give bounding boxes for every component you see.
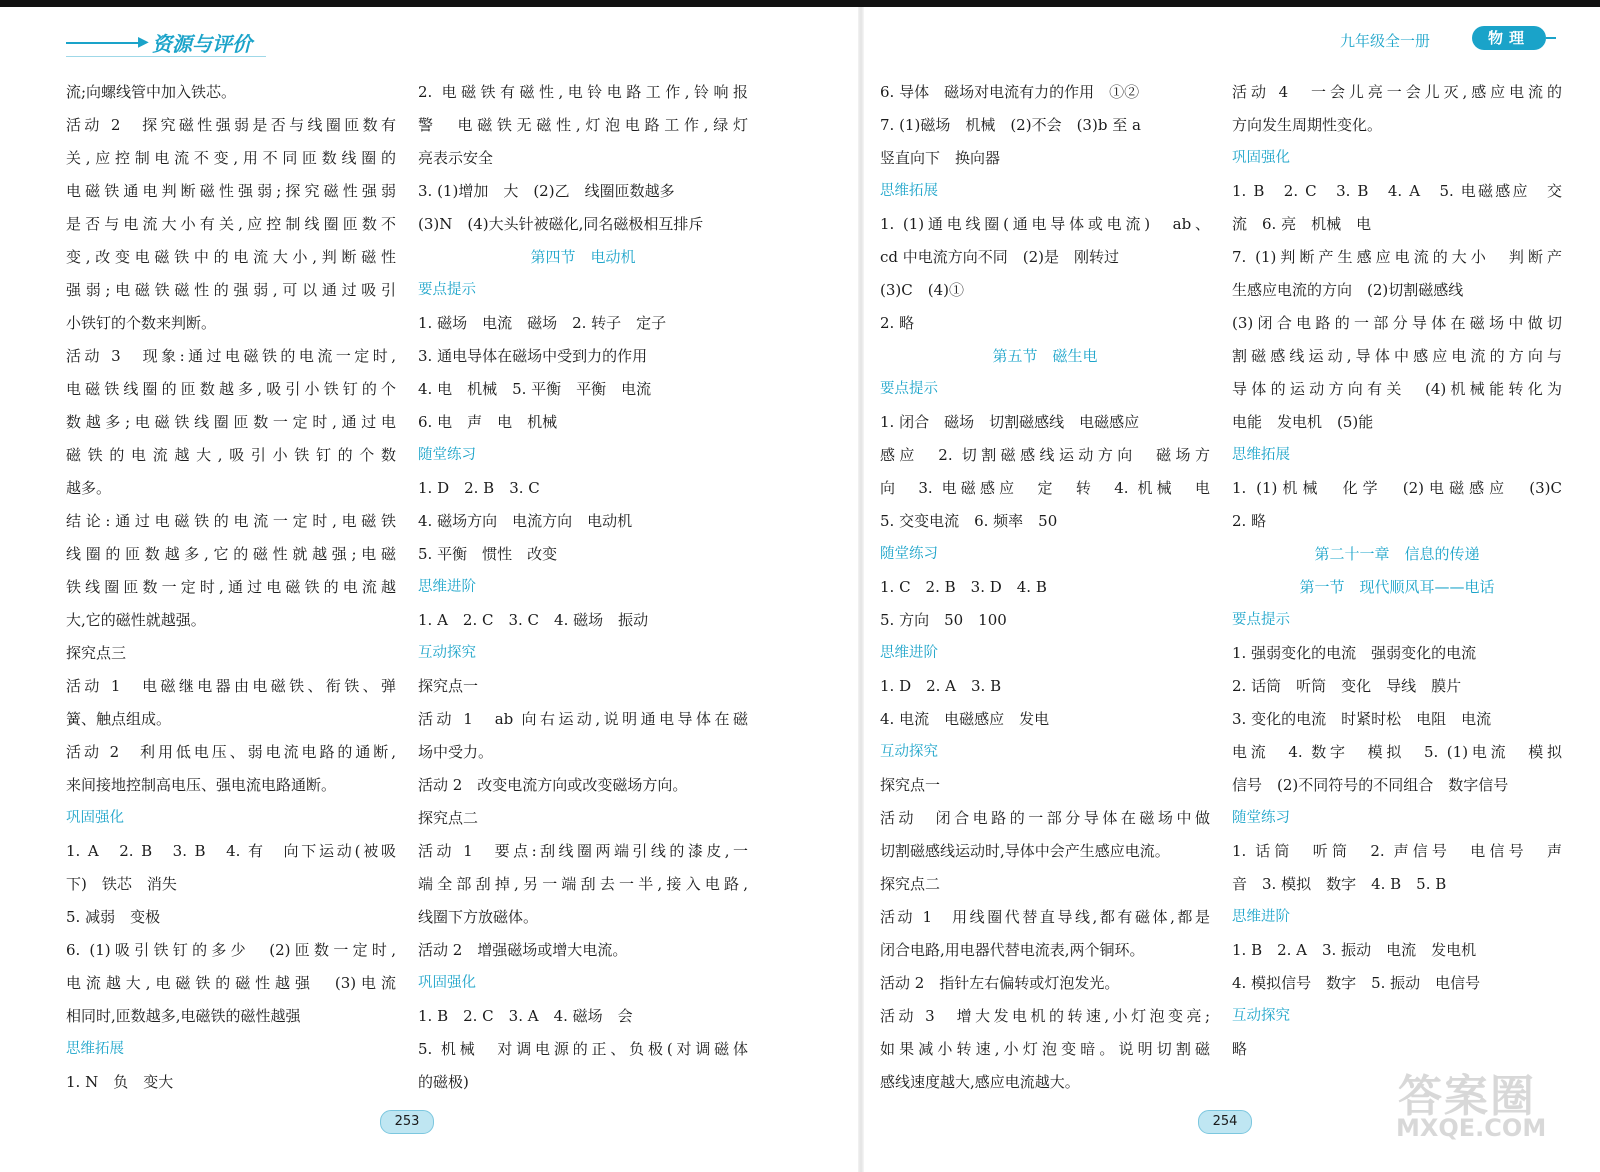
column-4 xyxy=(1232,76,1562,1066)
chapter-title: 第一节 现代顺风耳——电话 xyxy=(1299,578,1495,596)
text-line: 来间接地控制高电压、强电流电路通断。 xyxy=(66,776,337,794)
text-line: 2. 电磁铁有磁性,电铃电路工作,铃响报 xyxy=(418,83,748,101)
text-line: 方向发生周期性变化。 xyxy=(1232,116,1383,134)
subject-rule xyxy=(1546,37,1556,39)
text-line: 3. (1)增加 大 (2)乙 线圈匝数越多 xyxy=(418,182,675,200)
text-line: 7. (1)判断产生感应电流的大小 判断产 xyxy=(1232,248,1562,266)
text-line: 割磁感线运动,导体中感应电流的方向与 xyxy=(1232,347,1562,365)
text-line: 探究点一 xyxy=(880,776,941,794)
text-line: 电流越大,电磁铁的磁性越强 (3)电流 xyxy=(66,974,396,992)
chapter-title: 第二十一章 信息的传递 xyxy=(1314,545,1480,563)
text-line: 闭合电路,用电器代替电流表,两个铜环。 xyxy=(880,941,1145,959)
text-line: 下) 铁芯 消失 xyxy=(66,875,177,893)
brand-title: 资源与评价 xyxy=(152,32,252,56)
text-line: 电流 4. 数字 模拟 5. (1)电流 模拟 xyxy=(1232,743,1562,761)
text-line: 活动 3 现象:通过电磁铁的电流一定时, xyxy=(66,347,396,365)
text-line: 活动 1 要点:刮线圈两端引线的漆皮,一 xyxy=(418,842,748,860)
text-line: 探究点二 xyxy=(418,809,479,827)
header-rule xyxy=(66,42,140,44)
text-line: 1. (1)通电线圈(通电导体或电流) ab、 xyxy=(880,215,1210,233)
text-line: 6. 导体 磁场对电流有力的作用 ①② xyxy=(880,83,1140,101)
section-heading: 思维拓展 xyxy=(66,1041,124,1057)
section-heading: 随堂练习 xyxy=(418,447,476,463)
text-line: 数越多;电磁铁线圈匝数一定时,通过电 xyxy=(66,413,396,431)
text-line: 活动 4 一会儿亮一会儿灭,感应电流的 xyxy=(1232,83,1562,101)
text-line: 活动 2 利用低电压、弱电流电路的通断, xyxy=(66,743,396,761)
section-heading: 巩固强化 xyxy=(66,810,124,826)
text-line: 生感应电流的方向 (2)切割磁感线 xyxy=(1232,281,1464,299)
text-line: 相同时,匝数越多,电磁铁的磁性越强 xyxy=(66,1007,301,1025)
text-line: 感应 2. 切割磁感线运动方向 磁场方 xyxy=(880,446,1210,464)
text-line: (3)C (4)① xyxy=(880,281,964,299)
text-line: 探究点一 xyxy=(418,677,479,695)
text-line: 感线速度越大,感应电流越大。 xyxy=(880,1073,1080,1091)
text-line: 探究点三 xyxy=(66,644,127,662)
top-border xyxy=(0,0,1600,7)
text-line: 活动 3 增大发电机的转速,小灯泡变亮; xyxy=(880,1007,1210,1025)
text-line: 1. B 2. A 3. 振动 电流 发电机 xyxy=(1232,941,1477,959)
column-2 xyxy=(418,76,748,1099)
chapter-title: 第四节 电动机 xyxy=(530,248,636,266)
text-line: 关,应控制电流不变,用不同匝数线圈的 xyxy=(66,149,396,167)
text-line: 4. 电 机械 5. 平衡 平衡 电流 xyxy=(418,380,652,398)
text-line: 3. 变化的电流 时紧时松 电阻 电流 xyxy=(1232,710,1492,728)
text-line: 流 6. 亮 机械 电 xyxy=(1232,215,1372,233)
text-line: 4. 电流 电磁感应 发电 xyxy=(880,710,1050,728)
text-line: 电磁铁线圈的匝数越多,吸引小铁钉的个 xyxy=(66,380,396,398)
chapter-title: 第五节 磁生电 xyxy=(992,347,1098,365)
text-line: 1. B 2. C 3. A 4. 磁场 会 xyxy=(418,1007,633,1025)
text-line: 1. D 2. A 3. B xyxy=(880,677,1002,695)
column-3 xyxy=(880,76,1210,1099)
text-line: 流;向螺线管中加入铁芯。 xyxy=(66,83,237,101)
arrow-icon: ▶ xyxy=(138,34,149,50)
text-line: 切割磁感线运动时,导体中会产生感应电流。 xyxy=(880,842,1170,860)
subject-badge: 物理 xyxy=(1472,26,1546,50)
text-line: 活动 2 改变电流方向或改变磁场方向。 xyxy=(418,776,688,794)
section-heading: 巩固强化 xyxy=(1232,150,1290,166)
text-line: 1. (1)机械 化学 (2)电磁感应 (3)C xyxy=(1232,479,1562,497)
text-line: 1. A 2. B 3. B 4. 有 向下运动(被吸 xyxy=(66,842,396,860)
watermark-logo xyxy=(1394,1060,1564,1150)
text-line: 1. 磁场 电流 磁场 2. 转子 定子 xyxy=(418,314,667,332)
text-line: 5. 平衡 惯性 改变 xyxy=(418,545,558,563)
text-line: 的磁极) xyxy=(418,1073,469,1091)
section-heading: 要点提示 xyxy=(880,381,938,397)
text-line: 1. 强弱变化的电流 强弱变化的电流 xyxy=(1232,644,1477,662)
grade-label: 九年级全一册 xyxy=(1340,32,1431,50)
text-line: 1. C 2. B 3. D 4. B xyxy=(880,578,1047,596)
section-heading: 要点提示 xyxy=(418,282,476,298)
text-line: 略 xyxy=(1232,1040,1248,1058)
section-heading: 思维进阶 xyxy=(880,645,938,661)
section-heading: 思维进阶 xyxy=(418,579,476,595)
page-number-left: 253 xyxy=(380,1110,434,1134)
text-line: 亮表示安全 xyxy=(418,149,494,167)
section-heading: 互动探究 xyxy=(880,744,938,760)
text-line: 端全部刮掉,另一端刮去一半,接入电路, xyxy=(418,875,748,893)
text-line: 活动 2 探究磁性强弱是否与线圈匝数有 xyxy=(66,116,396,134)
text-line: 铁线圈匝数一定时,通过电磁铁的电流越 xyxy=(66,578,396,596)
text-line: 电能 发电机 (5)能 xyxy=(1232,413,1374,431)
text-line: 向 3. 电磁感应 定 转 4. 机械 电 xyxy=(880,479,1210,497)
text-line: 6. 电 声 电 机械 xyxy=(418,413,558,431)
text-line: 1. 话筒 听筒 2. 声信号 电信号 声 xyxy=(1232,842,1562,860)
text-line: 大,它的磁性就越强。 xyxy=(66,611,206,629)
text-line: cd 中电流方向不同 (2)是 刚转过 xyxy=(880,248,1120,266)
section-heading: 巩固强化 xyxy=(418,975,476,991)
text-line: 4. 模拟信号 数字 5. 振动 电信号 xyxy=(1232,974,1481,992)
section-heading: 要点提示 xyxy=(1232,612,1290,628)
text-line: 线圈的匝数越多,它的磁性就越强;电磁 xyxy=(66,545,396,563)
text-line: 1. B 2. C 3. B 4. A 5. 电磁感应 交 xyxy=(1232,182,1562,200)
section-heading: 互动探究 xyxy=(1232,1008,1290,1024)
watermark-url: MXQE.COM xyxy=(1396,1114,1547,1142)
text-line: 结论:通过电磁铁的电流一定时,电磁铁 xyxy=(66,512,396,530)
text-line: 导体的运动方向有关 (4)机械能转化为 xyxy=(1232,380,1562,398)
section-heading: 随堂练习 xyxy=(1232,810,1290,826)
text-line: 活动 闭合电路的一部分导体在磁场中做 xyxy=(880,809,1210,827)
section-heading: 随堂练习 xyxy=(880,546,938,562)
text-line: 越多。 xyxy=(66,479,112,497)
text-line: 6. (1)吸引铁钉的多少 (2)匝数一定时, xyxy=(66,941,396,959)
text-line: 3. 通电导体在磁场中受到力的作用 xyxy=(418,347,648,365)
text-line: 5. 减弱 变极 xyxy=(66,908,161,926)
text-line: 活动 2 指针左右偏转或灯泡发光。 xyxy=(880,974,1120,992)
text-line: 2. 话筒 听筒 变化 导线 膜片 xyxy=(1232,677,1462,695)
text-line: 变,改变电磁铁中的电流大小,判断磁性 xyxy=(66,248,396,266)
book-gutter xyxy=(858,7,864,1172)
text-line: 警 电磁铁无磁性,灯泡电路工作,绿灯 xyxy=(418,116,748,134)
text-line: 信号 (2)不同符号的不同组合 数字信号 xyxy=(1232,776,1509,794)
text-line: 5. 机械 对调电源的正、负极(对调磁体 xyxy=(418,1040,748,1058)
text-line: 活动 2 增强磁场或增大电流。 xyxy=(418,941,628,959)
text-line: 线圈下方放磁体。 xyxy=(418,908,539,926)
page-number-right: 254 xyxy=(1198,1110,1252,1134)
text-line: 活动 1 电磁继电器由电磁铁、衔铁、弹 xyxy=(66,677,396,695)
text-line: 1. D 2. B 3. C xyxy=(418,479,540,497)
watermark-text: 答案圈 xyxy=(1398,1071,1536,1122)
text-line: 5. 方向 50 100 xyxy=(880,611,1007,629)
text-line: 电磁铁通电判断磁性强弱;探究磁性强弱 xyxy=(66,182,396,200)
text-line: 场中受力。 xyxy=(418,743,494,761)
text-line: 1. N 负 变大 xyxy=(66,1073,174,1091)
text-line: 簧、触点组成。 xyxy=(66,710,172,728)
text-line: 活动 1 用线圈代替直导线,都有磁体,都是 xyxy=(880,908,1210,926)
text-line: 4. 磁场方向 电流方向 电动机 xyxy=(418,512,633,530)
text-line: 如果减小转速,小灯泡变暗。说明切割磁 xyxy=(880,1040,1210,1058)
text-line: 1. 闭合 磁场 切割磁感线 电磁感应 xyxy=(880,413,1140,431)
text-line: 竖直向下 换向器 xyxy=(880,149,1001,167)
brand-underline xyxy=(66,56,266,57)
text-line: (3)闭合电路的一部分导体在磁场中做切 xyxy=(1232,314,1562,332)
section-heading: 思维拓展 xyxy=(880,183,938,199)
text-line: (3)N (4)大头针被磁化,同名磁极相互排斥 xyxy=(418,215,704,233)
text-line: 5. 交变电流 6. 频率 50 xyxy=(880,512,1058,530)
section-heading: 思维拓展 xyxy=(1232,447,1290,463)
text-line: 2. 略 xyxy=(880,314,915,332)
column-1 xyxy=(66,76,396,1099)
section-heading: 互动探究 xyxy=(418,645,476,661)
text-line: 磁铁的电流越大,吸引小铁钉的个数 xyxy=(66,446,396,464)
text-line: 7. (1)磁场 机械 (2)不会 (3)b 至 a xyxy=(880,116,1141,134)
text-line: 活动 1 ab 向右运动,说明通电导体在磁 xyxy=(418,710,748,728)
text-line: 1. A 2. C 3. C 4. 磁场 振动 xyxy=(418,611,649,629)
section-heading: 思维进阶 xyxy=(1232,909,1290,925)
text-line: 2. 略 xyxy=(1232,512,1267,530)
text-line: 小铁钉的个数来判断。 xyxy=(66,314,217,332)
text-line: 音 3. 模拟 数字 4. B 5. B xyxy=(1232,875,1447,893)
text-line: 强弱;电磁铁磁性的强弱,可以通过吸引 xyxy=(66,281,396,299)
text-line: 探究点二 xyxy=(880,875,941,893)
text-line: 是否与电流大小有关,应控制线圈匝数不 xyxy=(66,215,396,233)
